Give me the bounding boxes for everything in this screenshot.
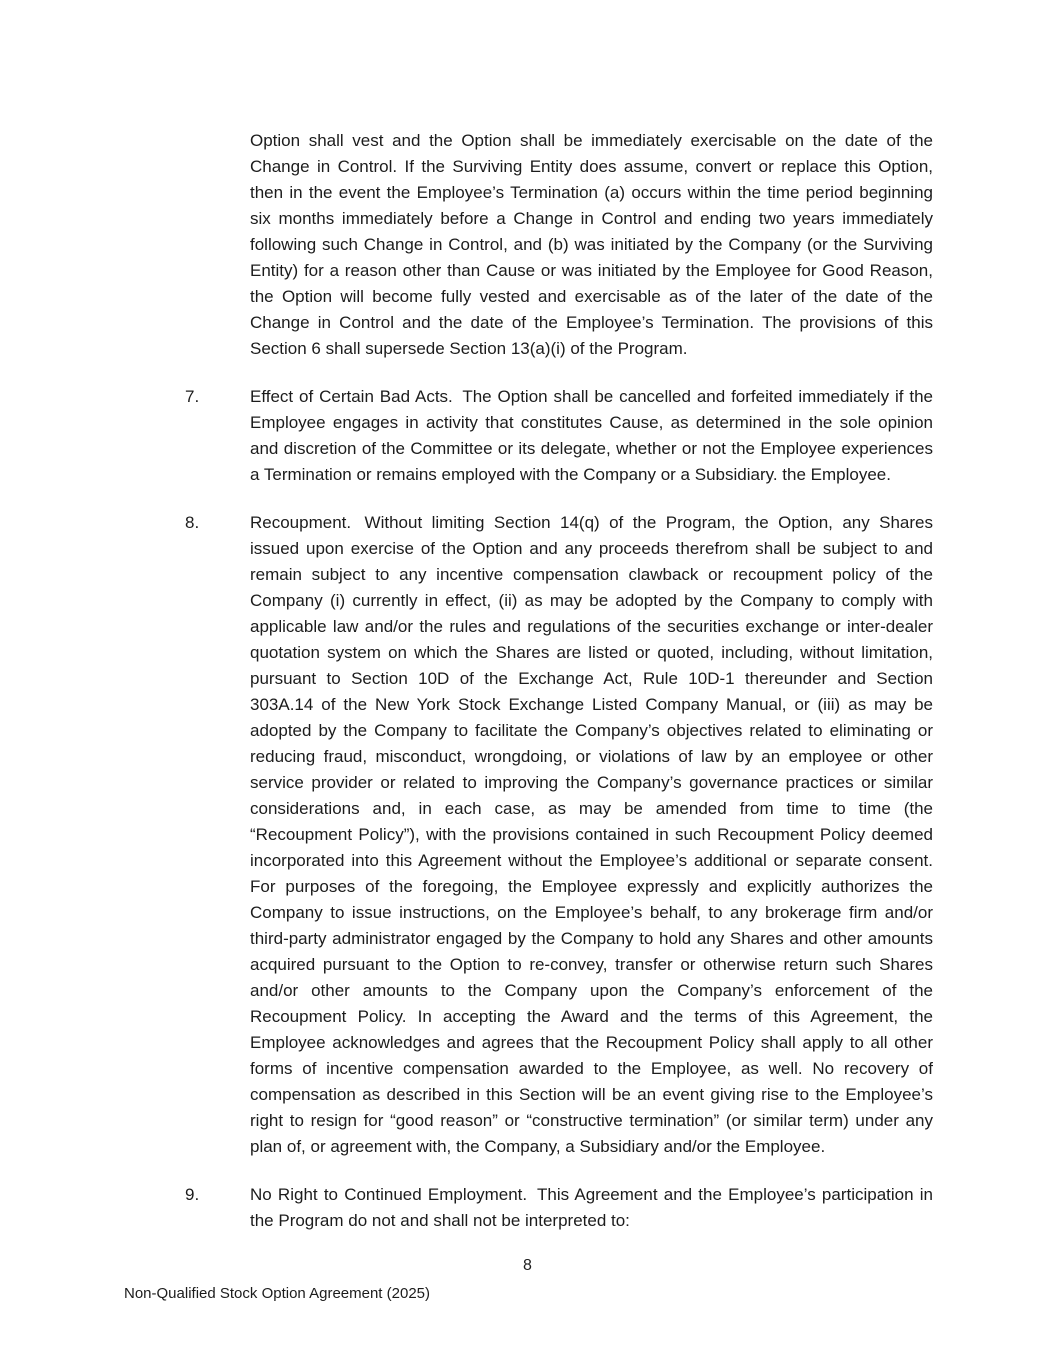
section-number: 8. (185, 513, 200, 532)
section-body-text: This Agreement and the Employee’s participation in the Program do not and shall not be interpreted to: (250, 1185, 934, 1230)
section-body-text: The Option shall be cancelled and forfeited immediately if the Employee engages in activity that constitutes Cause, as determined in the sole opinion and discretion of the Committee or its delegate, whether or not the Employee experiences a Termination or remains employed with the Company or a Subsidiary. the Employee. (250, 387, 933, 484)
footer-document-title: Non-Qualified Stock Option Agreement (2025) (124, 1285, 430, 1302)
section-heading: Effect of Certain Bad Acts. (250, 387, 453, 406)
document-body (185, 128, 934, 1256)
section-number: 7. (185, 387, 200, 406)
section-7 (185, 384, 933, 488)
section-heading: Recoupment. (250, 513, 352, 532)
section-9 (185, 1182, 934, 1234)
page-number: 8 (523, 1257, 532, 1274)
continuation-paragraph: Option shall vest and the Option shall be immediately exercisable on the date of the Change in Control. If the Surviving Entity does assume, convert or replace this Option, then in the event the Employee’s Termination (a) occurs within the time period beginning six months immediately before a Change in Control and ending two years immediately following such Change in Control, and (b) was initiated by the Company (or the Surviving Entity) for a reason other than Cause or was initiated by the Employee for Good Reason, the Option will become fully vested and exercisable as of the later of the date of the Change in Control and the date of the Employee’s Termination. The provisions of this Section 6 shall supersede Section 13(a)(i) of the Program. (250, 131, 933, 358)
section-heading: No Right to Continued Employment. (250, 1185, 528, 1204)
section-body-text: Without limiting Section 14(q) of the Program, the Option, any Shares issued upon exercise of the Option and any proceeds therefrom shall be subject to and remain subject to any incentive compensation clawback or recoupment policy of the Company (i) currently in effect, (ii) as may be adopted by the Company to comply with applicable law and/or the rules and regulations of the securities exchange or inter-dealer quotation system on which the Shares are listed or quoted, including, without limitation, pursuant to Section 10D of the Exchange Act, Rule 10D-1 thereunder and Section 303A.14 of the New York Stock Exchange Listed Company Manual, or (iii) as may be adopted by the Company to facilitate the Company’s objectives related to eliminating or reducing fraud, misconduct, wrongdoing, or violations of law by an employee or other service provider or related to improving the Company’s governance practices or similar considerations and, in each case, as may be amended from time to time (the “Recoupment Policy”), with the provisions contained in such Recoupment Policy deemed incorporated into this Agreement without the Employee’s additional or separate consent. For purposes of the foregoing, the Employee expressly and explicitly authorizes the Company to issue instructions, on the Employee’s behalf, to any brokerage firm and/or third-party administrator engaged by the Company to hold any Shares and other amounts acquired pursuant to the Option to re-convey, transfer or otherwise return such Shares and/or other amounts to the Company upon the Company’s enforcement of the Recoupment Policy. In accepting the Award and the terms of this Agreement, the Employee acknowledges and agrees that the Recoupment Policy shall apply to all other forms of incentive compensation awarded to the Employee, as well. No recovery of compensation as described in this Section will be an event giving rise to the Employee’s right to resign for “good reason” or “constructive termination” (or similar term) under any plan of, or agreement with, the Company, a Subsidiary and/or the Employee. (250, 513, 933, 1156)
section-number: 9. (185, 1185, 200, 1204)
section-8 (185, 510, 933, 1160)
